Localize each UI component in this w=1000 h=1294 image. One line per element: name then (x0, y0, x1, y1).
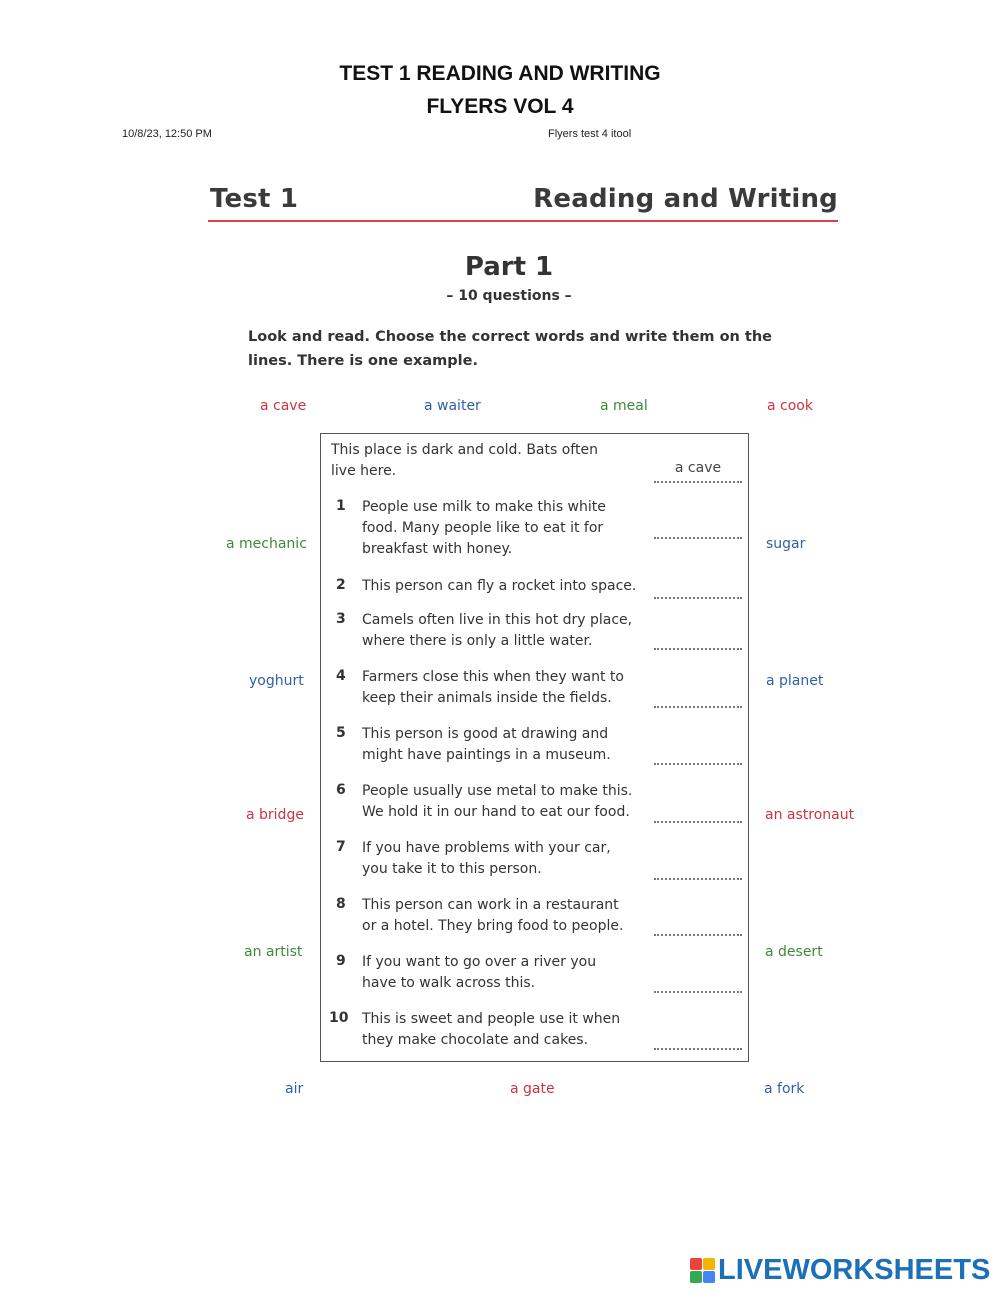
logo-tile (690, 1271, 702, 1283)
answer-line-2[interactable] (654, 597, 742, 599)
answer-line-5[interactable] (654, 763, 742, 765)
instructions: Look and read. Choose the correct words and write them on the lines. There is one example. (248, 329, 772, 369)
answer-line-8[interactable] (654, 934, 742, 936)
liveworksheets-brand: LIVEWORKSHEETS (718, 1253, 991, 1286)
question-number: 5 (336, 725, 346, 741)
question-text: Camels often live in this hot dry place, (362, 612, 633, 628)
question-text: People use milk to make this white (362, 499, 606, 515)
question-text: This person can work in a restaurant (362, 897, 619, 913)
question-text: have to walk across this. (362, 975, 536, 991)
document-title-line1: TEST 1 READING AND WRITING (339, 62, 661, 85)
question-number: 7 (336, 839, 346, 855)
question-text: they make chocolate and cakes. (362, 1032, 589, 1048)
document-title-line2: FLYERS VOL 4 (426, 95, 574, 118)
part-subtitle: – 10 questions – (446, 288, 572, 304)
print-page-name: Flyers test 4 itool (548, 128, 632, 140)
word-bank-item: air (285, 1081, 304, 1097)
liveworksheets-logo-icon (690, 1258, 714, 1282)
example-text-line1: This place is dark and cold. Bats often (331, 442, 598, 458)
section-heading: Reading and Writing (533, 184, 838, 214)
answer-line-4[interactable] (654, 706, 742, 708)
question-text: This is sweet and people use it when (362, 1011, 621, 1027)
question-text: If you have problems with your car, (362, 840, 611, 856)
test-heading: Test 1 (210, 184, 299, 214)
question-text: you take it to this person. (362, 861, 542, 877)
question-text: Farmers close this when they want to (362, 669, 624, 685)
heading-divider (208, 220, 838, 222)
question-text: food. Many people like to eat it for (362, 520, 604, 536)
logo-tile (703, 1258, 715, 1270)
print-datetime: 10/8/23, 12:50 PM (122, 128, 212, 140)
question-number: 2 (336, 577, 346, 593)
question-number: 3 (336, 611, 346, 627)
question-text: or a hotel. They bring food to people. (362, 918, 624, 934)
question-number: 9 (336, 953, 346, 969)
word-bank-item: a waiter (424, 398, 481, 414)
question-number: 8 (336, 896, 346, 912)
question-text: People usually use metal to make this. (362, 783, 633, 799)
word-bank-item: a cave (260, 398, 307, 414)
question-text: might have paintings in a museum. (362, 747, 611, 763)
answer-line-6[interactable] (654, 821, 742, 823)
answer-line-9[interactable] (654, 991, 742, 993)
logo-tile (703, 1271, 715, 1283)
question-number: 4 (336, 668, 346, 684)
liveworksheets-logo (690, 1254, 990, 1286)
question-text: where there is only a little water. (362, 633, 593, 649)
word-bank-item: sugar (766, 536, 806, 552)
word-bank-item: a mechanic (226, 536, 307, 552)
question-number: 10 (329, 1010, 349, 1026)
answer-line-10[interactable] (654, 1048, 742, 1050)
question-text: This person can fly a rocket into space. (362, 578, 637, 594)
part-title: Part 1 (464, 252, 554, 282)
question-text: keep their animals inside the fields. (362, 690, 612, 706)
example-answer-line (654, 481, 742, 483)
word-bank-item: yoghurt (249, 673, 304, 689)
question-number: 1 (336, 498, 346, 514)
word-bank-item: an artist (244, 944, 303, 960)
word-bank-item: a cook (767, 398, 813, 414)
question-text: We hold it in our hand to eat our food. (362, 804, 630, 820)
word-bank-item: a desert (765, 944, 823, 960)
question-text: If you want to go over a river you (362, 954, 597, 970)
question-text: breakfast with honey. (362, 541, 513, 557)
word-bank-item: a planet (766, 673, 824, 689)
question-number: 6 (336, 782, 346, 798)
answer-line-3[interactable] (654, 648, 742, 650)
answer-line-1[interactable] (654, 537, 742, 539)
example-answer: a cave (674, 460, 722, 476)
word-bank-item: a fork (764, 1081, 805, 1097)
logo-tile (690, 1258, 702, 1270)
word-bank-item: a gate (510, 1081, 555, 1097)
answer-line-7[interactable] (654, 878, 742, 880)
word-bank-item: a bridge (246, 807, 304, 823)
example-text-line2: live here. (331, 463, 397, 479)
word-bank-item: an astronaut (765, 807, 855, 823)
question-text: This person is good at drawing and (362, 726, 609, 742)
word-bank-item: a meal (600, 398, 648, 414)
